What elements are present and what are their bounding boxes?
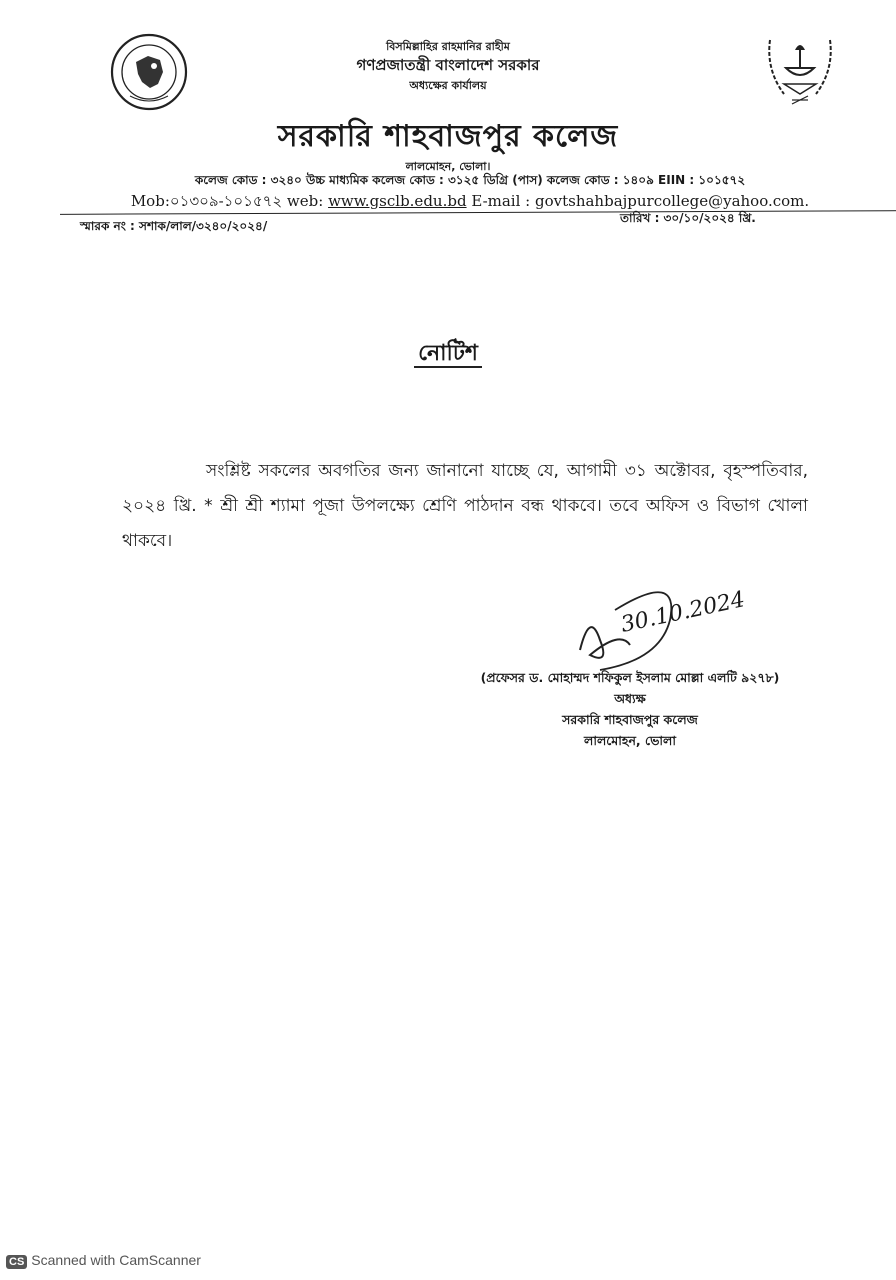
signatory-name: (প্রফেসর ড. মোহাম্মদ শফিকুল ইসলাম মোল্লা এলটি ৯২৭৮) [480, 670, 780, 685]
signature-date: 30.10.2024 [618, 587, 748, 638]
signatory-designation: অধ্যক্ষ [614, 691, 646, 706]
bismillah-line: বিসমিল্লাহির রাহমানির রাহীম [386, 40, 510, 53]
signatory-location: লালমোহন, ভোলা [584, 733, 676, 748]
website-link[interactable]: www.gsclb.edu.bd [328, 192, 467, 210]
government-name: গণপ্রজাতন্ত্রী বাংলাদেশ সরকার [356, 56, 540, 74]
college-name: সরকারি শাহবাজপুর কলেজ [277, 119, 619, 154]
signature-block [440, 667, 820, 751]
notice-title-text: নোটিশ [414, 341, 482, 368]
notice-title [0, 336, 896, 373]
scanner-watermark [6, 1252, 201, 1269]
notice-body [122, 454, 808, 559]
mobile-text: Mob:০১৩০৯-১০১৫৭২ web: [130, 192, 324, 210]
college-address: লালমোহন, ভোলা। [405, 160, 491, 173]
office-name: অধ্যক্ষের কার্যালয় [409, 79, 487, 92]
notice-body-text: সংশ্লিষ্ট সকলের অবগতির জন্য জানানো যাচ্ছে যে, আগামী ৩১ অক্টোবর, বৃহস্পতিবার, ২০২৪ খ্রি. * শ্রী শ্রী শ্যামা পূজা উপলক্ষ্যে শ্রেণি পাঠদান বন্ধ থাকবে। তবে অফিস ও বিভাগ খোলা থাকবে। [122, 461, 808, 551]
camscanner-icon: CS [6, 1255, 27, 1269]
college-codes: কলেজ কোড : ৩২৪০ উচ্চ মাধ্যমিক কলেজ কোড : ৩১২৫ ডিগ্রি (পাস) কলেজ কোড : ১৪০৯ EIIN : ১০১৫৭২ [194, 173, 746, 187]
watermark-text: Scanned with CamScanner [31, 1252, 201, 1268]
memo-number: স্মারক নং : সশাক/লাল/৩২৪০/২০২৪/ [80, 219, 268, 233]
email-text: E-mail : govtshahbajpurcollege@yahoo.com. [471, 192, 810, 210]
signatory-institution: সরকারি শাহবাজপুর কলেজ [562, 712, 698, 727]
issue-date: তারিখ : ৩০/১০/২০২৪ খ্রি. [620, 211, 756, 225]
